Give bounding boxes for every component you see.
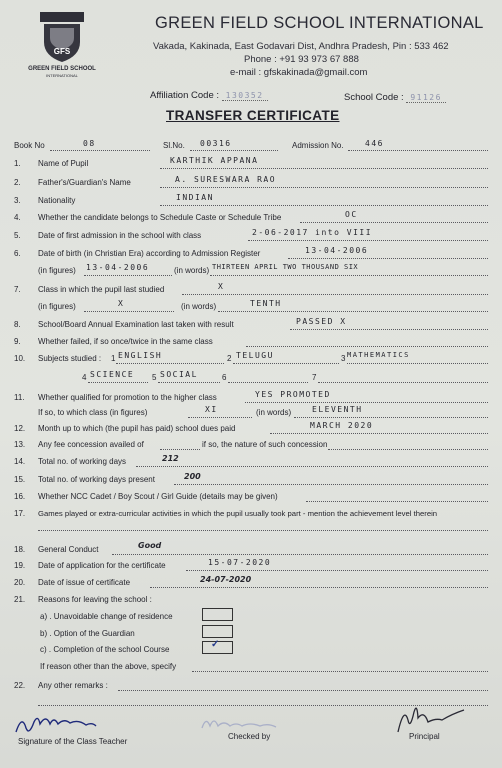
reason-a-checkbox[interactable] [202,608,233,621]
subject-number: 4 [82,373,87,382]
school-code-value: 91126 [406,93,446,103]
row-number: 20. [14,578,26,587]
row-number: 21. [14,595,26,604]
dob-figures-label: (in figures) [38,266,76,275]
checked-by-label: Checked by [228,732,271,741]
promotion-words-value: ELEVENTH [312,405,363,414]
affiliation-value: 130352 [222,91,268,101]
school-code [344,92,446,103]
class-teacher-signature [12,710,122,738]
last-class-words-value: TENTH [250,299,282,308]
logo-subcaption: INTERNATIONAL [46,73,78,78]
subject-1: ENGLISH [118,351,163,360]
working-days-value: 212 [162,454,179,463]
principal-signature [392,702,472,736]
school-phone: Phone : +91 93 973 67 888 [244,54,359,65]
subject-2: TELUGU [236,351,274,360]
reasons-label: Reasons for leaving the school : [38,595,152,604]
games-label: Games played or extra-curricular activities in which the pupil usually took part - mention the achievement level therein [38,509,438,518]
dues-value: MARCH 2020 [310,421,374,430]
other-reason-label: If reason other than the above, specify [40,662,177,671]
row-number: 22. [14,681,26,690]
days-present-value: 200 [184,472,201,481]
subject-number: 1 [111,354,116,363]
checked-by-signature [196,710,296,734]
ncc-label: Whether NCC Cadet / Boy Scout / Girl Guide (details may be given) [38,492,278,501]
reason-b-checkbox[interactable] [202,625,233,638]
document-title: TRANSFER CERTIFICATE [166,108,340,123]
dob-label: Date of birth (in Christian Era) according to Admission Register [38,249,261,258]
row-number: 19. [14,561,26,570]
school-address: Vakada, Kakinada, East Godavari Dist, Andhra Pradesh, Pin : 533 462 [153,41,449,52]
last-class-figures-label: (in figures) [38,302,76,311]
row-number: 14. [14,457,26,466]
fee-concession-label: Any fee concession availed of [38,440,144,449]
sl-no-label: Sl.No. [163,141,185,150]
school-logo [22,10,102,80]
row-number: 9. [14,337,21,346]
last-class-value: X [218,282,225,291]
affiliation-code [150,90,268,101]
father-name-value: A. SURESWARA RAO [175,175,277,184]
caste-value: OC [345,210,358,219]
admission-no-label: Admission No. [292,141,344,150]
reason-c-checkbox[interactable] [202,641,233,654]
promotion-class-label: If so, to which class (in figures) [38,408,148,417]
reason-a-label: a) . Unavoidable change of residence [40,612,173,621]
promotion-label: Whether qualified for promotion to the higher class [38,393,217,402]
dob-words-label: (in words) [174,266,210,275]
row-number: 7. [14,285,21,294]
dues-label: Month up to which (the pupil has paid) school dues paid [38,424,236,433]
reason-b-label: b) . Option of the Guardian [40,629,135,638]
row-number: 2. [14,178,21,187]
promotion-words-label: (in words) [256,408,292,417]
pupil-name-label: Name of Pupil [38,159,89,168]
row-number: 15. [14,475,26,484]
subject-4: SCIENCE [90,370,135,379]
subject-number: 6 [222,373,227,382]
last-class-figures-value: X [118,299,125,308]
row-number: 6. [14,249,21,258]
last-class-label: Class in which the pupil last studied [38,285,165,294]
dob-figures-value: 13-04-2006 [86,263,150,272]
reason-c-label: c) . Completion of the school Course [40,645,170,654]
subject-number: 5 [152,373,157,382]
subject-number: 7 [312,373,317,382]
admission-no-value: 446 [365,139,384,148]
first-admission-label: Date of first admission in the school with class [38,231,202,240]
logo-text: GFS [53,47,71,56]
issue-date-value: 24-07-2020 [200,575,252,584]
working-days-label: Total no. of working days [38,457,127,466]
row-number: 12. [14,424,26,433]
school-name: GREEN FIELD SCHOOL INTERNATIONAL [155,14,484,32]
pupil-name-value: KARTHIK APPANA [170,156,259,165]
sl-no-value: 00316 [200,139,232,148]
class-teacher-label: Signature of the Class Teacher [18,737,128,746]
book-no-label: Book No [14,141,45,150]
last-class-words-label: (in words) [181,302,217,311]
conduct-label: General Conduct [38,545,99,554]
dob-value: 13-04-2006 [305,246,369,255]
row-number: 10. [14,354,26,363]
failed-label: Whether failed, if so once/twice in the same class [38,337,213,346]
fee-concession-nature-label: if so, the nature of such concession [202,440,328,449]
father-name-label: Father's/Guardian's Name [38,178,131,187]
application-date-value: 15-07-2020 [208,558,272,567]
row-number: 16. [14,492,26,501]
promotion-value: YES PROMOTED [255,390,331,399]
row-number: 8. [14,320,21,329]
subject-5: SOCIAL [160,370,198,379]
affiliation-label: Affiliation Code : [150,90,220,101]
school-email: e-mail : gfskakinada@gmail.com [230,67,368,78]
issue-date-label: Date of issue of certificate [38,578,131,587]
conduct-value: Good [138,541,162,550]
school-code-label: School Code : [344,92,404,103]
row-number: 3. [14,196,21,205]
subjects-label: Subjects studied : [38,354,102,363]
exam-label: School/Board Annual Examination last taken with result [38,320,234,329]
exam-value: PASSED X [296,317,347,326]
first-admission-value: 2-06-2017 into VIII [252,228,373,237]
remarks-label: Any other remarks : [38,681,108,690]
row-number: 1. [14,159,21,168]
application-date-label: Date of application for the certificate [38,561,166,570]
days-present-label: Total no. of working days present [38,475,155,484]
row-number: 4. [14,213,21,222]
principal-label: Principal [409,732,440,741]
caste-label: Whether the candidate belongs to Schedule Caste or Schedule Tribe [38,213,282,222]
row-number: 17. [14,509,26,518]
dob-words-value: THIRTEEN APRIL TWO THOUSAND SIX [212,263,359,271]
row-number: 5. [14,231,21,240]
subject-3: MATHEMATICS [347,351,410,359]
nationality-label: Nationality [38,196,76,205]
promotion-class-value: XI [205,405,218,414]
row-number: 18. [14,545,26,554]
logo-caption: GREEN FIELD SCHOOL [28,66,96,72]
nationality-value: INDIAN [176,193,214,202]
book-no-value: 08 [83,139,96,148]
check-mark-icon: ✓ [211,639,220,650]
row-number: 11. [14,393,25,402]
subject-number: 3 [341,354,346,363]
row-number: 13. [14,440,26,449]
subject-number: 2 [227,354,232,363]
